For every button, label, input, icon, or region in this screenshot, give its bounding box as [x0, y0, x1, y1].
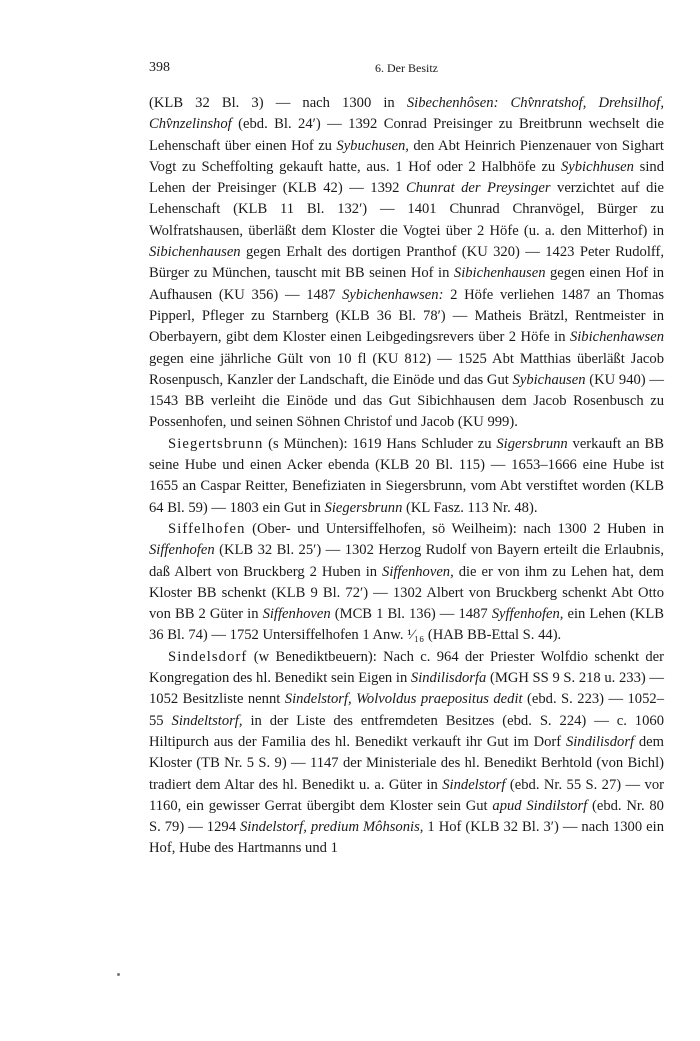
italic-text: Sindelstorf, Wolvoldus praepositus dedit	[284, 691, 523, 708]
paragraph	[149, 434, 664, 519]
page-header	[149, 60, 664, 82]
text-run: (KU 940) — 1543 BB verleiht die Einöde und das Gut Sibichhausen dem Jacob Rosenbusch zu Possenhofen, und seinen Söhnen Christof und Jacob (KU 999).	[149, 371, 665, 431]
text-run: verzichtet auf die Lehenschaft (KLB 11 Bl. 132′) — 1401 Chunrad Chranvögel, Bürger zu Wolfratshausen, überläßt dem Kloster die Vogtei über 2 Höfe (u. a. den Mitterhof) in	[149, 180, 664, 239]
text-run: gegen einen Hof in Aufhausen (KU 356) — 1487	[149, 265, 665, 303]
text-run: gegen Erhalt des dortigen Pranthof (KU 320) — 1423 Peter Rudolff, Bürger zu München, tauscht mit BB seinen Hof in	[149, 244, 664, 282]
text-run: (KL Fasz. 113 Nr. 48).	[402, 499, 538, 516]
text-run: (MGH SS 9 S. 218 u. 233) — 1052 Besitzliste nennt	[149, 670, 664, 708]
text-run: (s München): 1619 Hans Schluder zu	[263, 435, 497, 452]
text-run: verkauft an BB seine Hube und einen Acker ebenda (KLB 20 Bl. 115) — 1653–1666 eine Hube ist 1655 an Caspar Reitter, Benefiziaten in Siegersbrunn, vom Abt verstiftet worden (KLB 64 Bl. 59) — 1803 ein Gut in	[149, 435, 664, 516]
italic-text: Sigersbrunn	[496, 435, 568, 452]
body-text	[149, 93, 664, 860]
italic-text: Sindilisdorf	[565, 733, 635, 750]
entry-heading: Siffelhofen	[168, 520, 246, 537]
italic-text: Sindeltstorf,	[171, 712, 243, 729]
entry-heading: Sindelsdorf	[168, 648, 248, 665]
text-run: in der Liste des entfremdeten Besitzes (ebd. S. 224) — c. 1060 Hiltipurch aus der Familia des hl. Benedikt verkauft ihr Gut im Dorf	[149, 712, 664, 750]
page-number: 398	[149, 60, 170, 75]
text-run: 2 Höfe verliehen 1487 an Thomas Pipperl, Pfleger zu Starnberg (KLB 36 Bl. 78′) — Matheis Brätzl, Rentmeister in Oberbayern, gibt dem Kloster einen Leibgedingsrevers über 2 Höfe in	[149, 286, 665, 346]
text-run: gegen eine jährliche Gült von 10 fl (KU 812) — 1525 Abt Matthias überläßt Jacob Rosenpusch, Kanzler der Landschaft, die Einöde und das Gut	[149, 350, 664, 388]
italic-text: Chunrat der Preysinger	[405, 180, 551, 197]
text-run: den Abt Heinrich Pienzenauer von Sighart Vogt zu Scheffolting gekauft hatte, aus. 1 Hof oder 2 Halbhöfe zu	[149, 137, 664, 175]
text-run: (ebd. S. 223) — 1052–55	[149, 691, 664, 729]
text-run: die er von ihm zu Lehen hat, dem Kloster BB schenkt (KLB 9 Bl. 72′) — 1302 Albert von Bruckberg schenkt Abt Otto von BB 2 Güter in	[149, 563, 664, 623]
text-run: (MCB 1 Bl. 136) — 1487	[330, 606, 492, 623]
text-run: (KLB 32 Bl. 25′) — 1302 Herzog Rudolf von Bayern erteilt die Erlaubnis, daß Albert von Bruckberg 2 Huben in	[149, 542, 664, 580]
text-run: 1 Hof (KLB 32 Bl. 3′) — nach 1300 ein Hof, Hube des Hartmanns und 1	[149, 819, 664, 857]
text-run: dem Kloster (TB Nr. 5 S. 9) — 1147 der Ministeriale des hl. Benedikt Berhtold (von Bichl) tradiert dem Altar des hl. Benedikt u. a. Güter in	[149, 733, 664, 793]
italic-text: Sibichenhawsen	[569, 329, 664, 346]
text-run: (Ober- und Untersiffelhofen, sö Weilheim): nach 1300 2 Huben in	[245, 520, 664, 537]
text-run: (ebd. Bl. 24′) — 1392 Conrad Preisinger zu Breitbrunn wechselt die Lehenschaft über einen Hof zu	[149, 116, 664, 154]
paragraph	[149, 93, 664, 434]
paragraph	[149, 647, 664, 860]
text-run: ein Lehen (KLB 36 Bl. 74) — 1752 Untersiffelhofen 1 Anw. ¹⁄₁₆ (HAB BB-Ettal S. 44).	[149, 606, 664, 644]
italic-text: Sibechenhôsen: Chv̂nratshof, Drehsilhof, Chv̂nzelinshof	[149, 95, 665, 133]
entry-heading: Siegertsbrunn	[168, 435, 264, 452]
italic-text: Siffenhoven,	[382, 563, 454, 580]
italic-text: Sibichenhausen	[149, 244, 241, 261]
italic-text: Siffenhofen	[149, 542, 215, 559]
text-run: sind Lehen der Preisinger (KLB 42) — 1392	[149, 158, 665, 197]
italic-text: Sindelstorf, predium Môhsonis,	[240, 819, 424, 836]
paragraph	[149, 519, 664, 647]
italic-text: Sybichhusen	[560, 158, 634, 175]
italic-text: Siegersbrunn	[324, 499, 403, 516]
italic-text: Syffenhofen,	[491, 606, 564, 623]
running-head: 6. Der Besitz	[375, 61, 438, 75]
italic-text: Sibichenhausen	[453, 265, 546, 282]
italic-text: Sindelstorf	[442, 776, 506, 793]
text-run: (ebd. Nr. 55 S. 27) — vor 1160, ein gewisser Gerrat übergibt dem Kloster sein Gut	[149, 776, 664, 814]
italic-text: Siffenhoven	[262, 606, 331, 623]
scan-speck	[117, 973, 120, 976]
text-run: (w Benediktbeuern): Nach c. 964 der Priester Wolfdio schenkt der Kongregation des hl. Benedikt sein Eigen in	[149, 648, 664, 687]
text-run: (KLB 32 Bl. 3) — nach 1300 in	[149, 95, 407, 111]
italic-text: Sybuchusen,	[336, 137, 409, 154]
italic-text: Sybichausen	[512, 371, 586, 388]
italic-text: Sindilisdorfa	[410, 670, 487, 687]
text-run: (ebd. Nr. 80 S. 79) — 1294	[149, 797, 664, 836]
italic-text: Sybichenhawsen:	[342, 286, 444, 303]
italic-text: apud Sindilstorf	[492, 797, 588, 814]
